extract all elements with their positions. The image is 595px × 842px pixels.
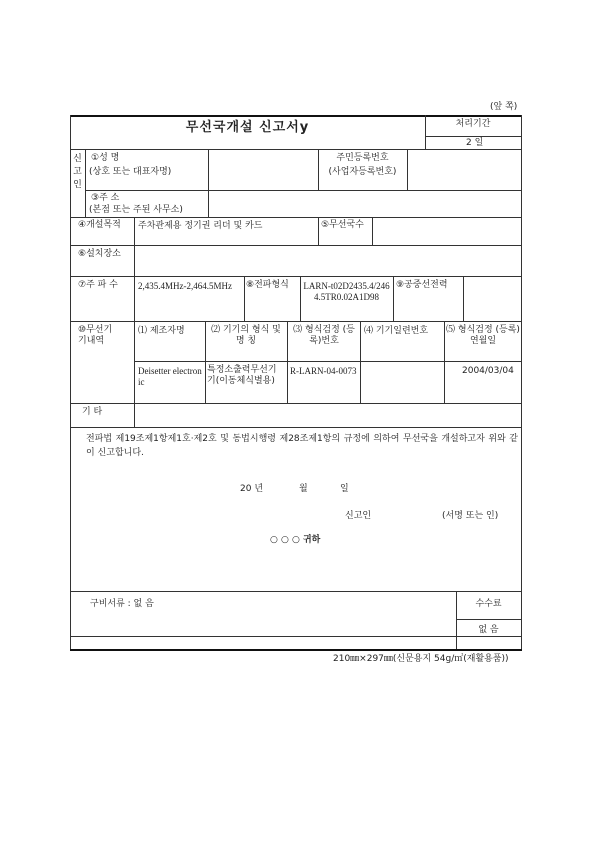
- date-year: 20 년: [240, 484, 264, 494]
- header-model: ⑵ 기기의 형식 및 명 칭: [211, 325, 281, 346]
- frequency-value: 2,435.4MHz-2,464.5MHz: [138, 281, 232, 291]
- date-day: 일: [340, 484, 349, 494]
- processing-period-value: 2 일: [466, 138, 484, 148]
- antenna-power-label: ⑨공중선전력: [396, 280, 448, 290]
- emission-type-label: ⑧전파형식: [246, 280, 289, 290]
- frequency-label: ⑦주 파 수: [78, 280, 118, 290]
- equipment-cert-date: 2004/03/04: [462, 366, 514, 376]
- fee-value: 없 음: [478, 625, 499, 635]
- address-label: ③주 소: [91, 193, 120, 203]
- header-maker: ⑴ 제조자명: [138, 326, 185, 336]
- form-title: 무선국개설 신고서y: [185, 120, 310, 135]
- header-serial: ⑷ 기기일련번호: [364, 326, 429, 336]
- fee-label: 수수료: [475, 599, 502, 609]
- name-sub-label: (상호 또는 대표자명): [89, 167, 172, 177]
- station-count-label: ⑤무선국수: [321, 220, 364, 230]
- required-documents: 구비서류 : 없 음: [90, 599, 154, 609]
- equipment-section-label: ⑩무선기기내역: [78, 325, 113, 346]
- declaration-statement: 전파법 제19조제1항제1호·제2호 및 동법시행령 제28조제1항의 규정에 의하여 무선국을 개설하고자 위와 같이 신고합니다.: [86, 434, 518, 458]
- recipient: ○ ○ ○ 귀하: [270, 535, 321, 545]
- other-label: 기 타: [82, 407, 103, 417]
- emission-type-value: LARN-t02D2435.4/2464.5TR0.02A1D98: [303, 281, 390, 302]
- purpose-value: 주차관제용 정기권 리더 및 카드: [138, 221, 263, 231]
- processing-period-label: 처리기간: [455, 119, 491, 129]
- date-month: 월: [299, 484, 308, 494]
- applicant-side-label-1: 신: [73, 154, 82, 164]
- paper-spec-note: 210㎜×297㎜(신문용지 54g/㎡(재활용품)): [333, 654, 509, 664]
- regno-label: 주민등록번호: [336, 153, 389, 163]
- equipment-maker: Deisetter electronic: [138, 366, 202, 387]
- equipment-cert-no: R-LARN-04-0073: [290, 366, 357, 376]
- page-side-label: (앞 쪽): [490, 102, 518, 112]
- applicant-side-label-2: 고: [73, 167, 82, 177]
- location-label: ⑥설치장소: [78, 249, 121, 259]
- regno-sub-label: (사업자등록번호): [328, 167, 397, 177]
- name-label: ①성 명: [91, 153, 120, 163]
- purpose-label: ④개설목적: [78, 220, 121, 230]
- header-cert-no: ⑶ 형식검정 (등록)번호: [293, 325, 355, 346]
- signer-label: 신고인: [345, 511, 372, 521]
- applicant-side-label-3: 인: [73, 180, 82, 190]
- header-cert-date: ⑸ 형식검정 (등록)연월일: [446, 325, 520, 346]
- signer-sign-note: (서명 또는 인): [442, 511, 499, 521]
- equipment-model: 특정소출력무선기기(이동체식별용): [207, 365, 277, 386]
- address-sub-label: (본점 또는 주된 사무소): [89, 205, 183, 215]
